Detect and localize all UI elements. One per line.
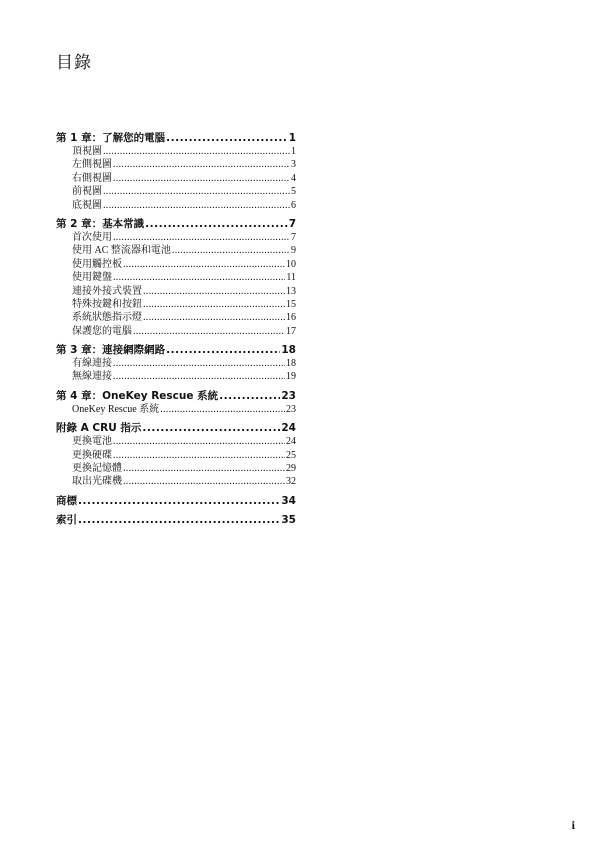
dot-leader [143, 311, 285, 324]
toc-chapter-title: 索引 [56, 513, 77, 526]
toc-entry-title: 更換電池 [72, 436, 112, 448]
toc-chapter-title: 第 2 章：基本常識 [56, 217, 145, 230]
toc-chapter-entry[interactable] [56, 389, 296, 403]
toc-entry[interactable] [56, 462, 296, 475]
toc-entry-title: 系統狀態指示燈 [72, 312, 142, 324]
toc-entry[interactable] [56, 435, 296, 448]
toc-chapter [56, 494, 296, 508]
dot-leader [103, 145, 290, 158]
toc-entry-title: 使用鍵盤 [72, 272, 112, 284]
toc-entry-page: 16 [286, 312, 296, 324]
dot-leader [145, 217, 288, 231]
dot-leader [113, 172, 290, 185]
dot-leader [160, 403, 285, 416]
toc-chapter-page: 34 [281, 494, 296, 507]
toc-entry[interactable] [56, 172, 296, 185]
toc-entry-title: 有線連接 [72, 358, 112, 370]
toc-entry-page: 5 [291, 186, 296, 198]
toc-chapter-page: 35 [281, 513, 296, 526]
toc-chapter [56, 343, 296, 384]
toc-chapter-title: 第 3 章：連接網際網路 [56, 344, 166, 357]
toc-entry[interactable] [56, 145, 296, 158]
toc-entry-title: 頂視圖 [72, 146, 102, 157]
dot-leader [103, 199, 290, 212]
toc-entry[interactable] [56, 185, 296, 198]
toc-entry[interactable] [56, 271, 296, 284]
toc-entry-title: 連接外接式裝置 [72, 285, 142, 297]
toc-entry-page: 25 [286, 449, 296, 461]
toc-chapter-page: 24 [281, 422, 296, 435]
toc-chapter-title: 第 4 章：OneKey Rescue 系統 [56, 389, 219, 402]
table-of-contents [56, 126, 296, 527]
dot-leader [78, 494, 280, 508]
toc-entry-page: 19 [286, 371, 296, 383]
dot-leader [133, 325, 285, 338]
toc-entry-page: 6 [291, 199, 296, 211]
toc-entry-page: 24 [286, 436, 296, 448]
toc-entry-list [56, 435, 296, 489]
toc-entry-title: 取出光碟機 [72, 476, 122, 488]
toc-entry-list [56, 357, 296, 384]
dot-leader [143, 298, 285, 311]
toc-chapter [56, 131, 296, 212]
dot-leader [143, 285, 285, 298]
dot-leader [113, 231, 290, 244]
toc-entry[interactable] [56, 244, 296, 257]
toc-entry-title: 底視圖 [72, 199, 102, 211]
toc-entry-page: 11 [286, 272, 296, 284]
toc-entry[interactable] [56, 357, 296, 370]
toc-entry-page: 15 [286, 298, 296, 310]
toc-entry-title: 使用 AC 整流器和電池 [72, 245, 171, 257]
toc-entry-page: 9 [291, 245, 296, 257]
toc-chapter-entry[interactable] [56, 131, 296, 145]
page-title: 目錄 [56, 53, 92, 73]
toc-entry-page: 10 [286, 258, 296, 270]
toc-chapter-entry[interactable] [56, 513, 296, 527]
toc-chapter-page: 7 [288, 217, 296, 230]
toc-entry-page: 7 [291, 231, 296, 243]
toc-entry[interactable] [56, 285, 296, 298]
toc-entry-page: 4 [291, 172, 296, 184]
toc-entry-page: 18 [286, 358, 296, 370]
toc-entry[interactable] [56, 258, 296, 271]
toc-entry-page: 3 [291, 159, 296, 171]
toc-chapter-entry[interactable] [56, 217, 296, 231]
toc-entry[interactable] [56, 475, 296, 488]
dot-leader [113, 370, 285, 383]
dot-leader [113, 435, 285, 448]
toc-entry-list [56, 403, 296, 416]
toc-chapter-entry[interactable] [56, 494, 296, 508]
toc-chapter-title: 商標 [56, 494, 77, 507]
toc-chapter-page: 23 [281, 389, 296, 402]
toc-entry-title: 使用觸控板 [72, 258, 122, 270]
dot-leader [142, 421, 280, 435]
toc-entry-title: 首次使用 [72, 231, 112, 243]
toc-entry-page: 23 [286, 403, 296, 415]
toc-entry-title: 右側視圖 [72, 172, 112, 184]
toc-entry-list [56, 231, 296, 338]
toc-entry-title: 左側視圖 [72, 159, 112, 171]
toc-chapter-page: 18 [281, 344, 296, 357]
toc-chapter-title: 第 1 章：了解您的電腦 [56, 132, 166, 144]
dot-leader [172, 244, 290, 257]
dot-leader [166, 343, 280, 357]
dot-leader [78, 513, 280, 527]
dot-leader [123, 475, 285, 488]
toc-entry[interactable] [56, 298, 296, 311]
toc-entry-title: OneKey Rescue 系統 [72, 403, 160, 415]
toc-entry-title: 特殊按鍵和按鈕 [72, 298, 142, 310]
toc-entry-title: 保護您的電腦 [72, 325, 132, 337]
toc-chapter-entry[interactable] [56, 343, 296, 357]
toc-entry-title: 更換記憶體 [72, 463, 122, 475]
dot-leader [113, 357, 285, 370]
toc-chapter-title: 附錄 A CRU 指示 [56, 422, 142, 435]
toc-entry-page: 1 [291, 146, 296, 157]
dot-leader [219, 389, 280, 403]
dot-leader [123, 258, 285, 271]
dot-leader [113, 449, 285, 462]
dot-leader [113, 158, 290, 171]
toc-chapter [56, 513, 296, 527]
toc-entry-page: 17 [286, 325, 296, 337]
toc-entry-title: 無線連接 [72, 371, 112, 383]
toc-entry[interactable] [56, 199, 296, 212]
toc-entry-list [56, 145, 296, 212]
toc-entry-page: 32 [286, 476, 296, 488]
toc-entry[interactable] [56, 231, 296, 244]
toc-chapter-entry[interactable] [56, 421, 296, 435]
toc-entry-title: 更換硬碟 [72, 449, 112, 461]
toc-entry[interactable] [56, 370, 296, 383]
toc-chapter-page: 1 [288, 132, 296, 144]
dot-leader [166, 131, 288, 145]
page-number: i [571, 818, 575, 832]
toc-chapter [56, 389, 296, 416]
dot-leader [123, 462, 285, 475]
toc-entry-page: 13 [286, 285, 296, 297]
toc-chapter [56, 217, 296, 338]
toc-entry[interactable] [56, 449, 296, 462]
toc-entry[interactable] [56, 403, 296, 416]
toc-chapter [56, 421, 296, 489]
dot-leader [113, 271, 285, 284]
toc-entry-page: 29 [286, 463, 296, 475]
toc-entry-title: 前視圖 [72, 186, 102, 198]
dot-leader [103, 185, 290, 198]
toc-entry[interactable] [56, 158, 296, 171]
toc-entry[interactable] [56, 311, 296, 324]
toc-entry[interactable] [56, 325, 296, 338]
